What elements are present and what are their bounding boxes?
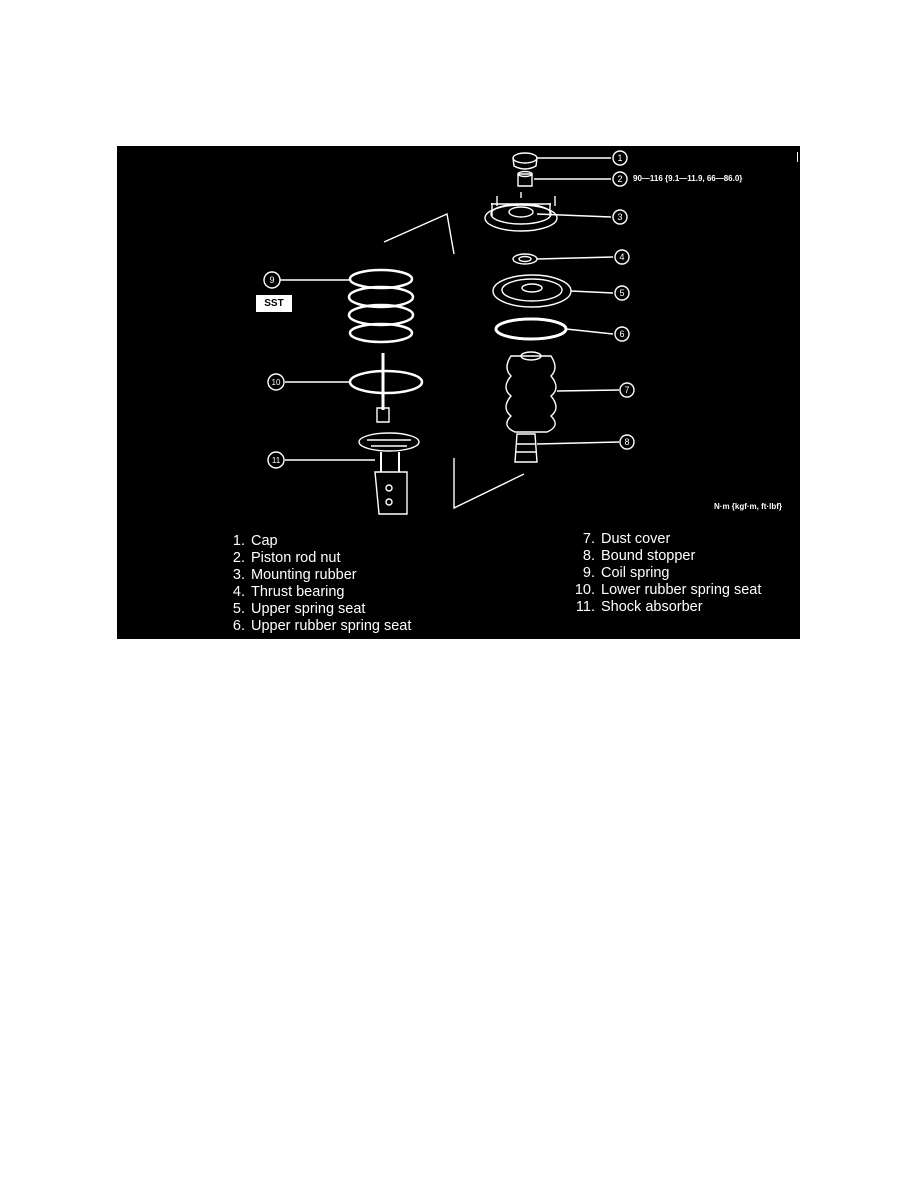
dust-cover-part (506, 356, 556, 432)
cap-part (513, 153, 537, 163)
legend-label: Cap (251, 533, 278, 549)
coil-spring-part (350, 270, 412, 288)
callout-number-4: 4 (619, 252, 625, 262)
legend-item-upper-spring-seat: 5. Upper spring seat (232, 601, 366, 617)
leader-line-6 (566, 329, 613, 334)
legend-item-upper-rubber-spring-seat: 6. Upper rubber spring seat (232, 618, 412, 634)
bracket-bolt-hole-2 (386, 499, 392, 505)
leader-line-3 (537, 214, 611, 217)
shock-absorber-bracket (375, 472, 407, 514)
leader-line-4 (537, 257, 613, 259)
upper-spring-seat-inner (502, 279, 562, 301)
legend-item-shock-absorber: 11. Shock absorber (575, 599, 703, 615)
legend-label: Bound stopper (601, 548, 696, 564)
lower-spring-seat-plate (359, 433, 419, 451)
legend-label: Lower rubber spring seat (601, 582, 762, 598)
leader-line-5 (571, 291, 613, 293)
callout-number-3: 3 (617, 212, 623, 222)
callout-number-2: 2 (617, 174, 623, 184)
torque-unit-note: N·m {kgf·m, ft·lbf} (714, 502, 782, 511)
legend-right-column (565, 531, 761, 616)
bracket-top-line (384, 214, 454, 254)
callout-number-10: 10 (271, 378, 281, 387)
bracket-bottom-line (454, 458, 524, 508)
legend-item-dust-cover: 7. Dust cover (582, 531, 671, 547)
legend-item-bound-stopper: 8. Bound stopper (582, 548, 696, 564)
lower-rubber-spring-seat-part (350, 371, 422, 393)
strut-exploded-diagram (117, 146, 800, 639)
callout-number-6: 6 (619, 329, 625, 339)
legend-label: Upper rubber spring seat (251, 618, 412, 634)
leader-line-7 (557, 390, 619, 391)
rod-collar (377, 408, 389, 422)
legend-item-cap: 1. Cap (232, 533, 278, 549)
legend-item-coil-spring: 9. Coil spring (582, 565, 670, 581)
callout-number-9: 9 (269, 275, 275, 285)
callout-number-11: 11 (271, 456, 281, 465)
legend-item-piston-rod-nut: 2. Piston rod nut (232, 550, 341, 566)
shock-absorber-body (381, 452, 399, 472)
upper-spring-seat-hole (522, 284, 542, 292)
legend-left-column (225, 533, 411, 635)
torque-spec-note: 90—116 {9.1—11.9, 66—86.0} (633, 174, 743, 183)
legend-label: Thrust bearing (251, 584, 345, 600)
upper-rubber-spring-seat-part (496, 319, 566, 339)
callout-number-8: 8 (624, 437, 630, 447)
thrust-bearing-hole (519, 257, 531, 262)
thrust-bearing-part (513, 254, 537, 264)
bracket-bolt-hole-1 (386, 485, 392, 491)
mounting-rubber-center (509, 207, 533, 217)
legend-item-thrust-bearing: 4. Thrust bearing (232, 584, 345, 600)
seat-plate-detail (367, 440, 411, 446)
legend-label: Shock absorber (601, 599, 703, 615)
coil-spring-loop-4 (350, 324, 412, 342)
leader-line-8 (537, 442, 619, 444)
legend-label: Mounting rubber (251, 567, 357, 583)
sst-label: SST (256, 295, 292, 312)
legend-item-lower-rubber-spring-seat: 10. Lower rubber spring seat (574, 582, 762, 598)
legend-label: Dust cover (601, 531, 671, 547)
bound-stopper-ribs (516, 444, 536, 452)
legend-label: Piston rod nut (251, 550, 341, 566)
callout-number-5: 5 (619, 288, 625, 298)
callout-number-7: 7 (624, 385, 630, 395)
legend-label: Coil spring (601, 565, 670, 581)
callout-number-1: 1 (617, 153, 623, 163)
bound-stopper-part (515, 434, 537, 462)
upper-spring-seat-part (493, 275, 571, 307)
edge-mark (797, 152, 798, 162)
legend-label: Upper spring seat (251, 601, 366, 617)
legend-item-mounting-rubber: 3. Mounting rubber (232, 567, 357, 583)
